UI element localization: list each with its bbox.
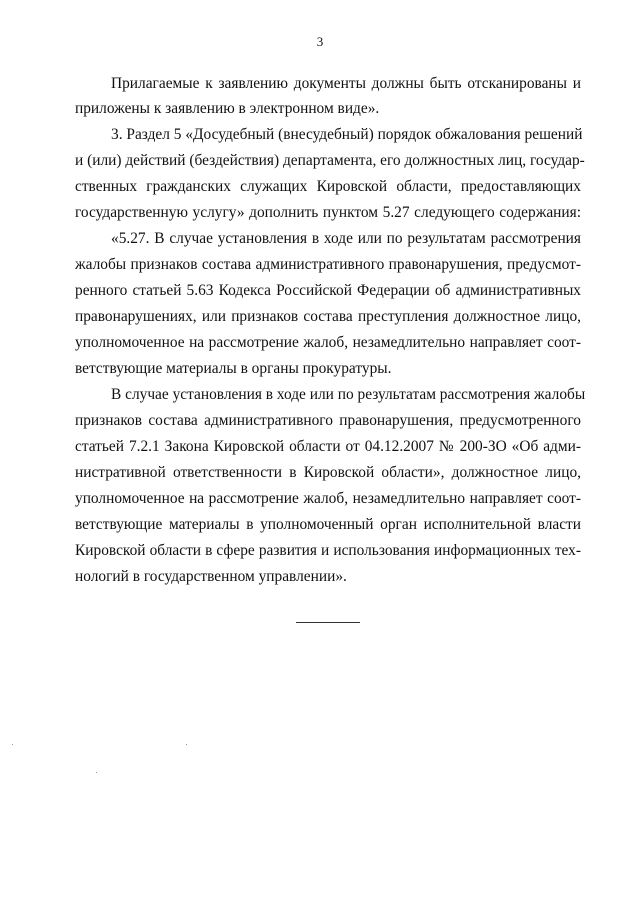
text-line: нологий в государственном управлении».	[75, 568, 347, 585]
text-line: уполномоченное на рассмотрение жалоб, незамедлительно направляет соот-	[75, 334, 581, 351]
text-line: 3. Раздел 5 «Досудебный (внесудебный) порядок обжалования решений	[111, 126, 583, 143]
text-line: государственную услугу» дополнить пунктом 5.27 следующего содержания:	[75, 204, 581, 221]
text-line: нистративной ответственности в Кировской области», должностное лицо,	[75, 464, 581, 481]
scan-speck	[12, 744, 13, 745]
text-line: В случае установления в ходе или по результатам рассмотрения жалобы	[111, 386, 586, 403]
text-line: Кировской области в сфере развития и использования информационных тех-	[75, 542, 581, 559]
text-line: жалобы признаков состава административного правонарушения, предусмот-	[75, 256, 581, 273]
text-line: Прилагаемые к заявлению документы должны быть отсканированы и	[111, 75, 581, 92]
text-line: ветствующие материалы в уполномоченный орган исполнительной власти	[75, 516, 581, 533]
text-line: ветствующие материалы в органы прокуратуры.	[75, 360, 392, 377]
text-line: признаков состава административного правонарушения, предусмотренного	[75, 412, 581, 429]
text-line: «5.27. В случае установления в ходе или по результатам рассмотрения	[111, 230, 581, 247]
text-line: и (или) действий (бездействия) департамента, его должностных лиц, государ-	[75, 152, 585, 169]
end-separator-line	[296, 622, 360, 623]
scan-speck	[96, 772, 97, 773]
text-line: статьей 7.2.1 Закона Кировской области от 04.12.2007 № 200-ЗО «Об адми-	[75, 438, 581, 455]
page-number: 3	[316, 34, 324, 49]
text-line: ственных гражданских служащих Кировской области, предоставляющих	[75, 178, 581, 195]
text-line: приложены к заявлению в электронном виде».	[75, 100, 380, 117]
scan-speck	[186, 744, 187, 745]
text-line: ренного статьей 5.63 Кодекса Российской Федерации об административных	[75, 282, 581, 299]
text-line: уполномоченное на рассмотрение жалоб, незамедлительно направляет соот-	[75, 490, 581, 507]
text-line: правонарушениях, или признаков состава преступления должностное лицо,	[75, 308, 581, 325]
